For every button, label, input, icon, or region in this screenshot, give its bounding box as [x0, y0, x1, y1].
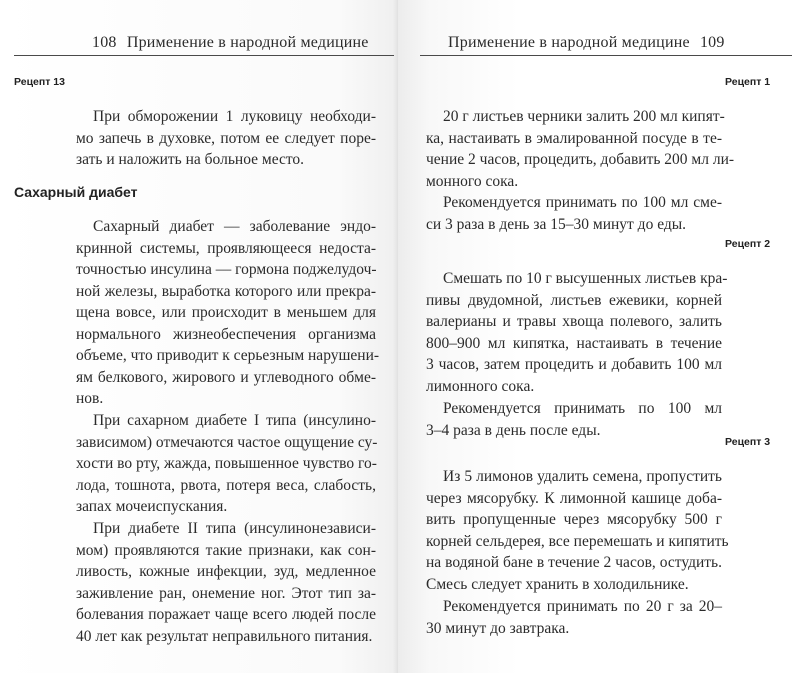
text-line: 20 г листьев черники залить 200 мл кипят-	[443, 108, 725, 125]
text-line: Рекомендуется принимать по 100 мл сме-	[443, 194, 722, 211]
text-line: 40 лет как результат неправильного питания.	[76, 627, 373, 645]
text-line: ка, настаивать в эмалированной посуде в те-	[426, 129, 722, 147]
text-line: Из 5 лимонов удалить семена, пропустить	[443, 468, 722, 485]
text-line: При диабете II типа (инсулинонезависи-	[93, 520, 376, 537]
text-line: нов.	[76, 390, 104, 407]
left-page-number: 108	[92, 34, 117, 51]
recipe-1-label: Рецепт 1	[725, 76, 771, 88]
right-header-rule	[420, 55, 792, 56]
text-line: заживление ран, онемение ног. Этот тип за-	[76, 584, 376, 602]
text-line: мо запечь в духовке, потом ее следует порe-	[76, 129, 376, 147]
recipe-13-text	[76, 106, 376, 171]
text-line: лимонного сока.	[426, 377, 535, 395]
text-line: вить пропущенные через мясорубку 500 г	[426, 511, 722, 528]
text-line: ям белкового, жирового и углеводного обме-	[76, 368, 376, 386]
left-running-head	[86, 34, 369, 52]
text-line: щена вовсе, или происходит в меньшем для	[76, 304, 376, 321]
recipe-3-label: Рецепт 3	[725, 436, 771, 448]
text-line: болевания поражает чаще всего людей после	[76, 606, 376, 623]
text-line: корней сельдерея, все перемешать и кипятить	[426, 532, 729, 550]
recipe-3-paragraph-2	[426, 596, 722, 639]
text-line: объеме, что приводит к серьезным нарушени-	[76, 347, 380, 364]
text-line: зависимом) отмечаются частое ощущение су-	[76, 433, 378, 451]
text-line: монного сока.	[426, 172, 519, 190]
text-line: ной железы, выработка которого или прекра-	[76, 282, 376, 300]
text-line: мом) проявляются такие признаки, как сон-	[76, 541, 376, 559]
text-line: Рекомендуется принимать по 20 г за 20–	[443, 598, 722, 615]
text-line: лода, тошнота, рвота, потеря веса, слабость,	[76, 476, 376, 494]
right-running-head	[448, 34, 731, 52]
text-line: Сахарный диабет — заболевание эндо-	[93, 218, 376, 235]
recipe-3-paragraph-1	[426, 466, 729, 595]
text-line: ливость, кожные инфекции, зуд, медленное	[76, 563, 376, 580]
text-line: точностью инсулина — гормона поджелудоч-	[76, 261, 377, 278]
text-line: запах мочеиспускания.	[76, 498, 228, 515]
section-title-diabetes: Сахарный диабет	[14, 184, 138, 200]
text-line: Смешать по 10 г высушенных листьев кра-	[443, 270, 728, 287]
recipe-2-paragraph-1	[426, 268, 728, 397]
diabetes-paragraph-2	[76, 410, 376, 518]
left-page	[0, 0, 398, 673]
recipe-13-label: Рецепт 13	[14, 76, 65, 88]
recipe-2-label: Рецепт 2	[725, 238, 771, 250]
text-line: хости во рту, жажда, повышенное чувство го-	[76, 455, 377, 472]
text-line: Смесь следует хранить в холодильнике.	[426, 575, 689, 593]
right-page-number: 109	[699, 34, 725, 51]
text-line: нормального жизнеобеспечения организма	[76, 325, 376, 343]
recipe-2-paragraph-2	[426, 398, 722, 441]
text-line: 3–4 раза в день после еды.	[426, 421, 601, 439]
text-line: на водяной бане в течение 2 часов, остудить.	[426, 554, 722, 571]
text-line: через мясорубку. К лимонной кашице доба-	[426, 489, 722, 507]
diabetes-paragraph-1	[76, 216, 380, 410]
text-line: зать и наложить на больное место.	[76, 151, 305, 168]
text-line: Рекомендуется принимать по 100 мл	[443, 400, 722, 417]
text-line: валерианы и травы хвоща полевого, залить	[426, 313, 722, 330]
right-running-head-text: Применение в народной медицине	[448, 34, 690, 51]
left-running-head-text: Применение в народной медицине	[126, 34, 369, 51]
recipe-1-paragraph-1	[426, 106, 735, 192]
text-line: 800–900 мл кипятка, настаивать в течение	[426, 334, 722, 352]
text-line: При обморожении 1 луковицу необходи-	[93, 108, 376, 125]
text-line: пивы двудомной, листьев ежевики, корней	[426, 291, 722, 309]
diabetes-paragraph-3	[76, 518, 376, 647]
text-line: си 3 раза в день за 15–30 минут до еды.	[426, 215, 687, 233]
text-line: кринной системы, проявляющееся недоста-	[76, 239, 376, 257]
text-line: 3 часов, затем процедить и добавить 100 мл	[426, 356, 722, 373]
recipe-1-paragraph-2	[426, 192, 722, 235]
text-line: При сахарном диабете I типа (инсулино-	[93, 412, 376, 429]
right-page	[398, 0, 800, 673]
text-line: чение 2 часов, процедить, добавить 200 мл ли-	[426, 151, 735, 168]
text-line: 30 минут до завтрака.	[426, 619, 570, 637]
left-header-rule	[14, 55, 394, 56]
